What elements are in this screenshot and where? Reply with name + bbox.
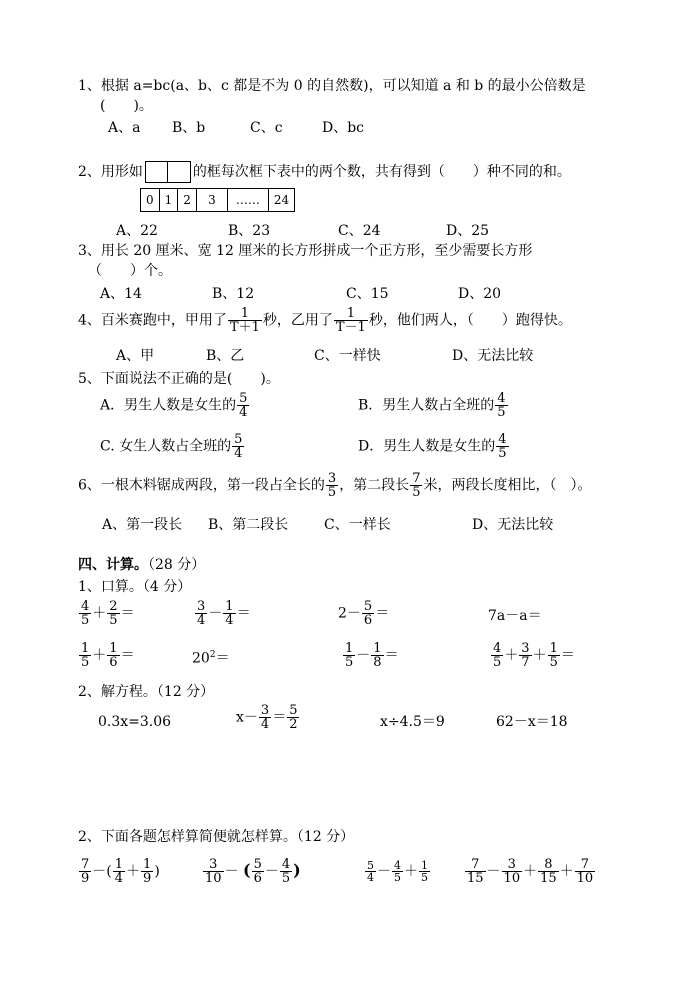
fraction <box>223 600 235 627</box>
calc-r1c1 <box>78 600 135 627</box>
numerator: 7 <box>81 857 90 872</box>
q4-text2: 秒，乙用了 <box>262 312 333 329</box>
denominator: 5 <box>327 485 337 500</box>
q5-option-d <box>358 433 510 460</box>
fraction <box>334 307 368 334</box>
equals-sign: ＝ <box>215 650 230 667</box>
q5-option-a <box>100 392 250 419</box>
denominator: 8 <box>373 655 382 670</box>
q2-prefix: 2、用形如 <box>78 164 143 180</box>
numerator: 3 <box>521 641 530 656</box>
numerator: 4 <box>493 641 502 656</box>
fraction <box>548 642 560 669</box>
fraction <box>392 860 403 883</box>
plus-sign: ＋ <box>532 647 547 664</box>
calc-r1c4: 7a－a＝ <box>488 608 542 624</box>
numerator: 3 <box>209 857 218 872</box>
calc-r1c2 <box>194 600 251 627</box>
denominator: 5 <box>394 871 401 884</box>
q1-option-d: D、bc <box>322 120 365 136</box>
sub1-title: 1、口算。（4 分） <box>78 579 192 595</box>
numerator: 2 <box>109 599 118 614</box>
section-score: （28 分） <box>148 557 206 573</box>
fraction <box>195 600 207 627</box>
q5-option-c <box>100 433 245 460</box>
fraction <box>410 472 422 499</box>
q6-option-b: B、第二段长 <box>208 517 289 533</box>
denominator: T－1 <box>335 320 366 335</box>
fraction <box>496 433 508 460</box>
q4-option-d: D、无法比较 <box>452 348 534 364</box>
simplify-3: $\frac{5}{4}$ － $\frac{4}{5}$ ＋ $\frac{1}{5}$ <box>367 859 428 884</box>
q1-option-a: A、a <box>108 120 141 136</box>
q4-option-c: C、一样快 <box>314 348 381 364</box>
option-text: D．男生人数是女生的 <box>358 438 496 455</box>
open-paren: ( <box>243 860 251 880</box>
fraction <box>371 642 383 669</box>
equals-sign: ＝ <box>272 709 287 726</box>
base: 20 <box>192 650 210 667</box>
denominator: 5 <box>281 871 291 886</box>
denominator: 6 <box>253 871 262 886</box>
q6-text3: 米，两段长度相比，（ ）。 <box>423 477 592 494</box>
numerator: 3 <box>260 703 270 718</box>
q2-option-c: C、24 <box>338 223 381 239</box>
table-cell: 1 <box>159 189 178 212</box>
numerator: 1 <box>81 641 90 656</box>
fraction <box>79 642 91 669</box>
numerator: 5 <box>363 599 373 614</box>
numerator: 3 <box>197 599 206 614</box>
denominator: 5 <box>412 485 421 500</box>
equals-sign: ＝ <box>560 647 575 664</box>
equation-4: 62－x＝18 <box>496 714 568 730</box>
q6-text2: ，第二段长 <box>339 477 410 494</box>
fraction <box>465 858 486 885</box>
q4-text1: 4、百米赛跑中，甲用了 <box>78 312 227 329</box>
denominator: 15 <box>467 871 484 886</box>
equation-1: 0.3x=3.06 <box>98 714 172 730</box>
section-title: 四、计算。 <box>78 557 148 573</box>
fraction <box>365 860 376 883</box>
numerator: 1 <box>373 641 382 656</box>
minus-sign: － <box>356 647 371 664</box>
table-cell: 3 <box>196 189 227 212</box>
option-text: C. 女生人数占全班的 <box>100 438 232 455</box>
q1-option-c: C、c <box>250 120 283 136</box>
fraction <box>113 858 125 885</box>
denominator: 4 <box>197 613 206 628</box>
q6-option-a: A、第一段长 <box>102 517 183 533</box>
fraction <box>228 307 262 334</box>
table-cell: …… <box>227 189 268 212</box>
equation-2 <box>236 704 300 731</box>
denominator: 5 <box>498 446 507 461</box>
denominator: 4 <box>239 405 248 420</box>
calc-r2c2 <box>192 650 230 667</box>
denominator: 6 <box>363 613 373 628</box>
fraction <box>107 642 119 669</box>
q4-option-b: B、乙 <box>206 348 245 364</box>
numerator: 5 <box>367 859 374 872</box>
denominator: 10 <box>503 871 521 886</box>
numerator: 3 <box>507 857 516 872</box>
denominator: 5 <box>81 613 90 628</box>
q6-line <box>78 472 591 499</box>
denominator: 5 <box>549 655 558 670</box>
fraction <box>252 858 264 885</box>
expr-text: x－ <box>236 709 258 726</box>
q5-option-b <box>358 392 509 419</box>
denominator: 15 <box>540 871 557 886</box>
table-cell: 24 <box>268 189 294 212</box>
plus-sign: ＋ <box>92 605 107 622</box>
simplify-4: $\frac{7}{15}$ － $\frac{3}{10}$ ＋ $\frac{8}{15}$ ＋ $\frac{7}{10}$ <box>467 857 594 886</box>
q3-option-a: A、14 <box>100 286 142 302</box>
equals-sign: ＝ <box>236 605 251 622</box>
equation-3: x÷4.5＝9 <box>380 714 445 730</box>
calc-r2c4 <box>490 642 575 669</box>
section-4-heading <box>78 557 205 574</box>
denominator: 4 <box>234 446 243 461</box>
denominator: 10 <box>205 871 222 886</box>
fraction <box>343 642 355 669</box>
numerator: 3 <box>327 471 337 486</box>
numerator: 1 <box>346 306 355 321</box>
simplify-1: $\frac{7}{9}$ －( $\frac{1}{4}$ ＋ $\frac{1}{9}$ ) <box>81 857 160 886</box>
option-text: A．男生人数是女生的 <box>100 397 237 414</box>
numerator: 7 <box>412 471 421 486</box>
numerator: 1 <box>114 857 124 872</box>
number-table <box>140 188 295 212</box>
q3-line1: 3、用长 20 厘米、宽 12 厘米的长方形拼成一个正方形，至少需要长方形 <box>78 243 533 259</box>
fraction <box>232 433 244 460</box>
fraction <box>538 858 559 885</box>
fraction <box>495 392 507 419</box>
numerator: 7 <box>471 857 480 872</box>
numerator: 8 <box>544 857 553 872</box>
calc-r2c3 <box>342 642 399 669</box>
denominator: 9 <box>143 871 152 886</box>
plus-sign: ＋ <box>504 647 519 664</box>
fraction <box>326 472 338 499</box>
denominator: T＋1 <box>229 320 260 335</box>
fraction <box>237 392 249 419</box>
denominator: 2 <box>289 717 298 732</box>
denominator: 7 <box>521 655 530 670</box>
equals-sign: ＝ <box>120 605 135 622</box>
numerator: 5 <box>253 857 262 872</box>
simplify-2: $\frac{3}{10}$ － ( $\frac{5}{6}$ － $\frac{4}{5}$ ) <box>205 857 301 886</box>
numerator: 1 <box>225 599 234 614</box>
denominator: 10 <box>576 871 594 886</box>
denominator: 5 <box>421 871 428 884</box>
calc-r2c1 <box>78 642 135 669</box>
numerator: 5 <box>234 432 243 447</box>
q2-suffix: 的框每次框下表中的两个数，共有得到（ ）种不同的和。 <box>192 164 571 180</box>
sub3-title: 2、下面各题怎样算简便就怎样算。（12 分） <box>78 829 355 845</box>
q2-option-b: B、23 <box>228 223 271 239</box>
fraction <box>141 858 153 885</box>
denominator: 4 <box>225 613 234 628</box>
q3-option-c: C、15 <box>346 286 389 302</box>
numerator: 7 <box>580 857 590 872</box>
q4-option-a: A、甲 <box>116 348 155 364</box>
numerator: 1 <box>109 641 118 656</box>
q4-line <box>78 307 572 334</box>
numerator: 1 <box>240 306 250 321</box>
q5-title: 5、下面说法不正确的是( )。 <box>78 371 280 387</box>
denominator: 5 <box>81 655 90 670</box>
numerator: 4 <box>497 391 506 406</box>
denominator: 4 <box>367 871 374 884</box>
fraction <box>502 858 523 885</box>
q6-option-d: D、无法比较 <box>472 517 554 533</box>
fraction <box>575 858 596 885</box>
numerator: 4 <box>394 859 401 872</box>
q1-line1: 1、根据 a=bc(a、b、c 都是不为 0 的自然数)，可以知道 a 和 b 的最小公倍数是 <box>78 78 586 94</box>
fraction <box>259 704 271 731</box>
q2-option-a: A、22 <box>116 223 158 239</box>
fraction <box>79 600 91 627</box>
option-text: B．男生人数占全班的 <box>358 397 495 414</box>
table-cell: 0 <box>141 189 160 212</box>
q6-text1: 6、一根木料锯成两段，第一段占全长的 <box>78 477 325 494</box>
numerator: 1 <box>143 857 152 872</box>
equals-sign: ＝ <box>375 605 390 622</box>
equals-sign: ＝ <box>120 647 135 664</box>
calc-r1c3 <box>338 600 389 627</box>
q4-text3: 秒，他们两人，（ ）跑得快。 <box>368 312 572 329</box>
sub2-title: 2、解方程。（12 分） <box>78 684 215 700</box>
exponent: 2 <box>209 650 216 660</box>
q1-line2: ( )。 <box>100 98 153 114</box>
q3-line2: （ ）个。 <box>88 263 172 279</box>
numerator: 4 <box>281 857 291 872</box>
denominator: 4 <box>114 871 124 886</box>
expr-text: 2－ <box>338 605 361 622</box>
fraction <box>280 858 292 885</box>
minus-sign: － <box>208 605 223 622</box>
fraction <box>79 858 91 885</box>
denominator: 5 <box>497 405 506 420</box>
denominator: 9 <box>81 871 90 886</box>
fraction <box>362 600 374 627</box>
fraction <box>203 858 224 885</box>
two-cell-frame-icon <box>145 161 191 183</box>
denominator: 4 <box>260 717 270 732</box>
q6-option-c: C、一样长 <box>324 517 391 533</box>
numerator: 1 <box>549 641 558 656</box>
fraction <box>519 642 531 669</box>
q3-option-b: B、12 <box>212 286 255 302</box>
denominator: 5 <box>345 655 354 670</box>
numerator: 1 <box>421 859 428 872</box>
fraction <box>107 600 119 627</box>
q2-option-d: D、25 <box>446 223 490 239</box>
q1-option-b: B、b <box>172 120 206 136</box>
numerator: 1 <box>345 641 354 656</box>
table-cell: 2 <box>178 189 197 212</box>
numerator: 5 <box>289 703 298 718</box>
equals-sign: ＝ <box>384 647 399 664</box>
denominator: 5 <box>493 655 502 670</box>
fraction <box>287 704 299 731</box>
numerator: 5 <box>239 391 248 406</box>
denominator: 5 <box>109 613 118 628</box>
numerator: 4 <box>498 432 507 447</box>
plus-sign: ＋ <box>92 647 107 664</box>
numerator: 4 <box>81 599 90 614</box>
close-paren: ) <box>293 860 301 880</box>
fraction <box>491 642 503 669</box>
q3-option-d: D、20 <box>458 286 502 302</box>
denominator: 6 <box>109 655 118 670</box>
fraction <box>419 860 430 883</box>
q2-line <box>78 161 571 183</box>
